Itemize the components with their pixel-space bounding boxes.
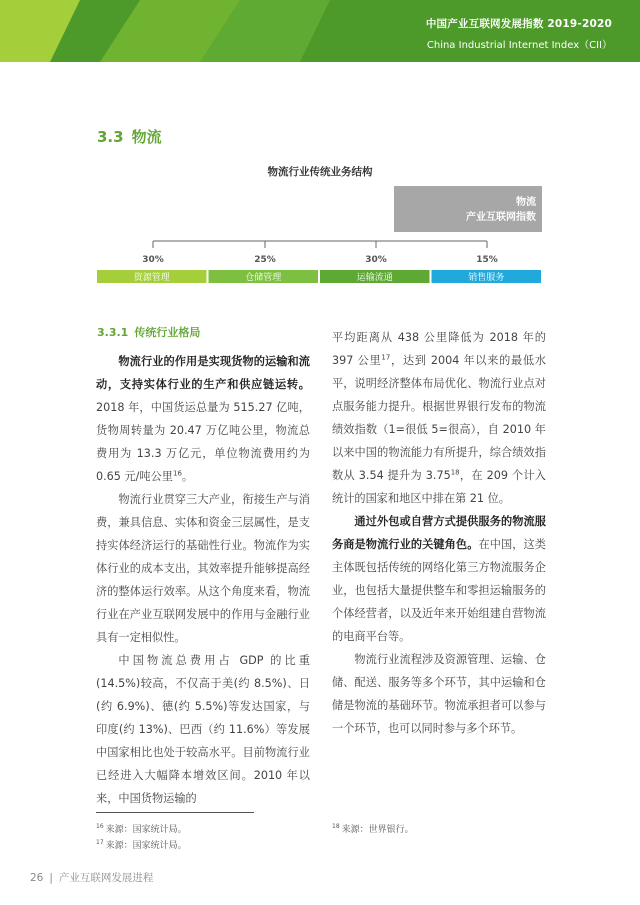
footnote-ref-16: 16: [173, 469, 182, 478]
subsection-title: 传统行业格局: [134, 326, 201, 339]
left-paragraph-1: [96, 350, 310, 488]
section-title: 物流: [131, 128, 162, 146]
right-paragraph-2: [332, 510, 546, 648]
footer-text: 产业互联网发展进程: [58, 872, 154, 884]
subsection-number: 3.3.1: [97, 326, 129, 339]
right-p1-b: ，达到 2004 年以来的最低水平，说明经济整体布局优化、物流行业点对点服务能力提升。根据世界银行发布的物流绩效指数（1=很低 5=很高），自 2010 年以来中国的物流能力有所提升，综合绩效指数从 3.54 提升为 3.75: [332, 354, 546, 482]
footnote-17-number: 17: [96, 839, 104, 846]
footnote-18: [332, 822, 414, 835]
right-column: [332, 326, 546, 740]
section-heading: [97, 126, 170, 147]
footnote-17-text: 来源：国家统计局。: [105, 841, 187, 851]
right-paragraph-3: 物流行业流程涉及资源管理、运输、仓储、配送、服务等多个环节，其中运输和仓储是物流的基础环节。物流承担者可以参与一个环节，也可以同时参与多个环节。: [332, 653, 546, 735]
footnote-16: [96, 822, 187, 835]
left-p1-bold: 物流行业的作用是实现货物的运输和流动，支持实体行业的生产和供应链运转。: [96, 355, 310, 391]
footer-separator: |: [49, 872, 53, 884]
business-structure-chart: [0, 180, 640, 290]
footnote-18-text: 来源：世界银行。: [341, 825, 414, 835]
value-label-1: 30%: [142, 255, 164, 265]
page-footer: [30, 870, 153, 885]
header-title: 中国产业互联网发展指数 2019-2020: [425, 18, 612, 30]
left-paragraph-2: 物流行业贯穿三大产业，衔接生产与消费，兼具信息、实体和资金三层属性，是支持实体经济运行的基础性行业。物流作为实体行业的成本支出，其效率提升能够提高经济的整体运行效率。从这个角度来看，物流行业在产业互联网发展中的作用与金融行业具有一定相似性。: [96, 493, 310, 644]
cii-box-line2: 产业互联网指数: [466, 212, 536, 223]
subsection-heading: [97, 324, 206, 340]
left-p1-end: 。: [181, 470, 194, 483]
figure-title: 物流行业传统业务结构: [267, 166, 373, 178]
page-number: 26: [30, 872, 44, 884]
footnote-17: [96, 838, 187, 851]
value-label-3: 30%: [365, 255, 387, 265]
cii-box-line1: 物流: [516, 197, 536, 208]
footnote-ref-17: 17: [381, 353, 391, 362]
stage-label-1: 资源管理: [133, 273, 170, 283]
right-p1-c: ，在 209 个计入统计的国家和地区中排在第 21 位。: [332, 469, 546, 505]
stage-label-4: 销售服务: [468, 273, 505, 283]
section-number: 3.3: [97, 128, 124, 146]
cii-box: [394, 186, 542, 232]
header-subtitle: China Industrial Internet Index（CII）: [426, 40, 612, 51]
footnote-16-text: 来源：国家统计局。: [105, 825, 187, 835]
left-p1-text: 2018 年，中国货运总量为 515.27 亿吨，货物周转量为 20.47 万亿吨公里，物流总费用为 13.3 万亿元，单位物流费用约为 0.65 元/吨公里: [96, 401, 310, 483]
stage-label-3: 运输流通: [356, 273, 393, 283]
right-paragraph-1: [332, 326, 546, 510]
value-label-4: 15%: [476, 255, 498, 265]
header-band: [0, 0, 640, 62]
right-p1-a: 平均距离从 438 公里降低为 2018 年的 397 公里: [332, 331, 546, 367]
left-column: [96, 350, 310, 810]
right-p2-text: 在中国，这类主体既包括传统的网络化第三方物流服务企业，也包括大量提供整车和零担运输服务的个体经营者，以及近年来开始组建自营物流的电商平台等。: [332, 538, 546, 643]
footnote-18-number: 18: [332, 823, 340, 830]
footnote-16-number: 16: [96, 823, 104, 830]
footnote-ref-18: 18: [450, 468, 460, 477]
left-paragraph-3: 中国物流总费用占 GDP 的比重(14.5%)较高，不仅高于美(约 8.5%)、日(约 6.9%)、德(约 5.5%)等发达国家，与印度(约 13%)、巴西（约 11.6%）等发展中国家相比也处于较高水平。目前物流行业已经进入大幅降本增效区间。2010 年以来，中国货物运输的: [96, 654, 310, 805]
footnote-rule: [96, 812, 254, 813]
right-p2-bold: 通过外包或自营方式提供服务的物流服务商是物流行业的关键角色。: [332, 515, 546, 551]
value-label-2: 25%: [254, 255, 276, 265]
stage-label-2: 仓储管理: [245, 273, 282, 283]
